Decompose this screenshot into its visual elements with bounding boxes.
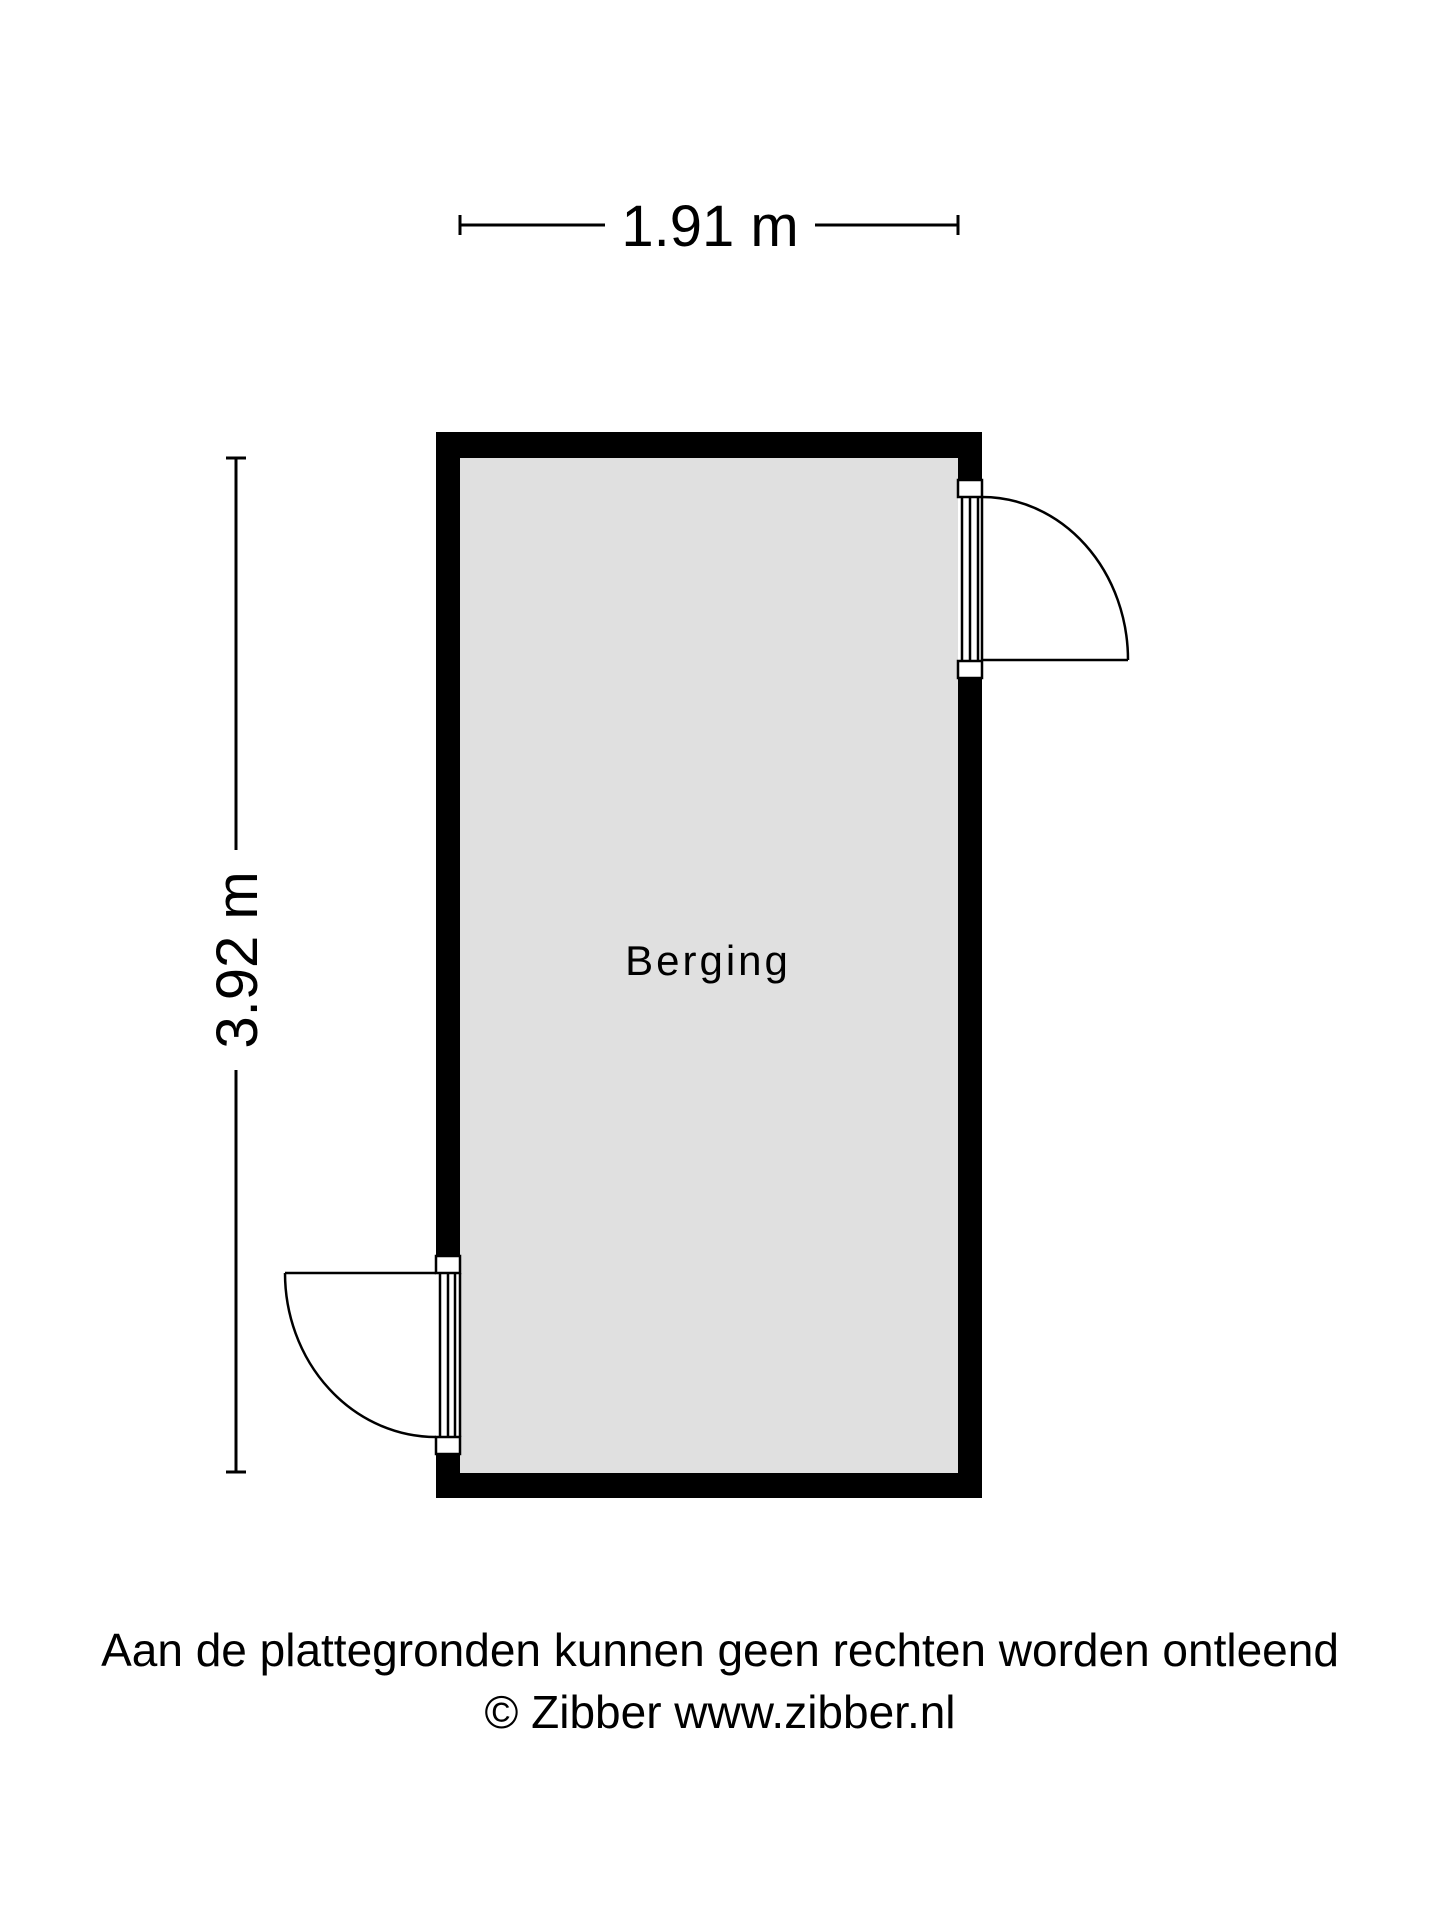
height-dimension [205,458,270,1472]
disclaimer-text: Aan de plattegronden kunnen geen rechten worden ontleend [101,1624,1339,1676]
left-door [285,1256,460,1454]
right-door [958,480,1128,678]
copyright-text: © Zibber www.zibber.nl [484,1686,956,1738]
room-label: Berging [625,937,791,984]
width-label: 1.91 m [621,194,799,259]
height-label: 3.92 m [205,871,270,1049]
width-dimension [460,194,958,259]
